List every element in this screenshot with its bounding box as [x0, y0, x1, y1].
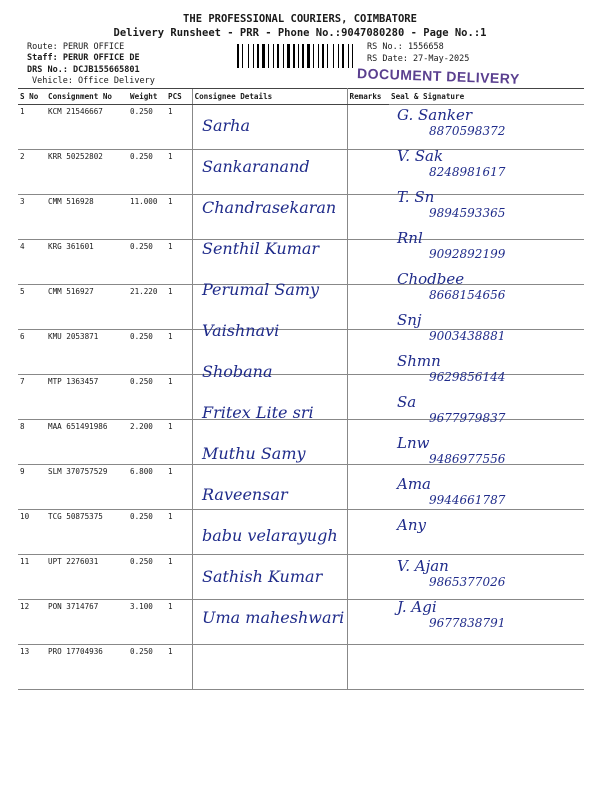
- sno-cell: 5: [18, 285, 46, 330]
- col-consignment: Consignment No: [46, 89, 128, 105]
- rs-number: RS No.: 1556658: [367, 42, 444, 52]
- phone-handwritten: 8870598372: [429, 124, 506, 138]
- weight-cell: 0.250: [128, 150, 166, 195]
- pcs-cell: 1: [166, 330, 192, 375]
- weight-cell: 2.200: [128, 420, 166, 465]
- sno-cell: 4: [18, 240, 46, 285]
- consignment-cell: MTP 1363457: [46, 375, 128, 420]
- consignment-cell: KCM 21546667: [46, 105, 128, 150]
- consignee-name-handwritten: Perumal Samy: [202, 280, 320, 299]
- weight-cell: 0.250: [128, 105, 166, 150]
- weight-cell: 0.250: [128, 555, 166, 600]
- consignee-name-handwritten: Sankaranand: [202, 157, 310, 176]
- phone-handwritten: 9486977556: [429, 452, 506, 466]
- phone-handwritten: 9629856144: [429, 370, 506, 384]
- phone-handwritten: 9092892199: [429, 247, 506, 261]
- consignee-name-handwritten: Shobana: [202, 362, 273, 381]
- col-remarks: Remarks: [347, 89, 389, 105]
- weight-cell: 0.250: [128, 510, 166, 555]
- vehicle-label: Vehicle: Office Delivery: [32, 76, 155, 86]
- phone-handwritten: 9677979837: [429, 411, 506, 425]
- pcs-cell: 1: [166, 420, 192, 465]
- pcs-cell: 1: [166, 465, 192, 510]
- remarks-cell: [347, 240, 389, 285]
- table-row: [18, 645, 584, 690]
- table-header-row: [18, 89, 584, 105]
- signature-handwritten: Ama: [397, 475, 431, 493]
- sno-cell: 9: [18, 465, 46, 510]
- consignee-name-handwritten: Sarha: [202, 116, 250, 135]
- signature-handwritten: V. Ajan: [397, 557, 449, 575]
- remarks-cell: [347, 600, 389, 645]
- signature-handwritten: Lnw: [397, 434, 430, 452]
- sno-cell: 12: [18, 600, 46, 645]
- weight-cell: 0.250: [128, 240, 166, 285]
- remarks-cell: [347, 510, 389, 555]
- signature-handwritten: Any: [397, 516, 426, 534]
- consignment-cell: KRG 361601: [46, 240, 128, 285]
- signature-handwritten: Sa: [397, 393, 417, 411]
- col-pcs: PCS: [166, 89, 192, 105]
- consignee-name-handwritten: Senthil Kumar: [202, 239, 320, 258]
- sno-cell: 7: [18, 375, 46, 420]
- weight-cell: 6.800: [128, 465, 166, 510]
- sno-cell: 13: [18, 645, 46, 690]
- remarks-cell: [347, 330, 389, 375]
- sno-cell: 8: [18, 420, 46, 465]
- sno-cell: 10: [18, 510, 46, 555]
- sno-cell: 2: [18, 150, 46, 195]
- rs-date: RS Date: 27-May-2025: [367, 54, 470, 64]
- staff-label: Staff: PERUR OFFICE DE: [27, 53, 140, 63]
- col-weight: Weight: [128, 89, 166, 105]
- consignment-cell: PON 3714767: [46, 600, 128, 645]
- consignee-name-handwritten: Vaishnavi: [202, 321, 280, 340]
- phone-handwritten: 9944661787: [429, 493, 506, 507]
- signature-handwritten: Rnl: [397, 229, 423, 247]
- pcs-cell: 1: [166, 240, 192, 285]
- consignment-cell: UPT 2276031: [46, 555, 128, 600]
- consignment-cell: PRO 17704936: [46, 645, 128, 690]
- sno-cell: 6: [18, 330, 46, 375]
- pcs-cell: 1: [166, 150, 192, 195]
- consignment-cell: MAA 651491986: [46, 420, 128, 465]
- phone-handwritten: 8668154656: [429, 288, 506, 302]
- consignee-name-handwritten: Uma maheshwari: [202, 608, 345, 627]
- barcode: [237, 44, 361, 68]
- signature-handwritten: G. Sanker: [397, 106, 472, 124]
- consignment-cell: SLM 370757529: [46, 465, 128, 510]
- consignee-name-handwritten: Muthu Samy: [202, 444, 306, 463]
- drs-label: DRS No.: DCJB155665801: [27, 65, 140, 75]
- phone-handwritten: 8248981617: [429, 165, 506, 179]
- consignment-cell: TCG 50875375: [46, 510, 128, 555]
- pcs-cell: 1: [166, 375, 192, 420]
- signature-handwritten: Chodbee: [397, 270, 465, 288]
- pcs-cell: 1: [166, 510, 192, 555]
- consignment-cell: CMM 516927: [46, 285, 128, 330]
- weight-cell: 11.000: [128, 195, 166, 240]
- signature-handwritten: Snj: [397, 311, 422, 329]
- remarks-cell: [347, 195, 389, 240]
- weight-cell: 21.220: [128, 285, 166, 330]
- consignee-name-handwritten: babu velarayugh: [202, 526, 338, 545]
- col-signature: Seal & Signature: [389, 89, 584, 105]
- sno-cell: 11: [18, 555, 46, 600]
- sno-cell: 3: [18, 195, 46, 240]
- weight-cell: 3.100: [128, 600, 166, 645]
- pcs-cell: 1: [166, 645, 192, 690]
- remarks-cell: [347, 645, 389, 690]
- phone-handwritten: 9865377026: [429, 575, 506, 589]
- pcs-cell: 1: [166, 555, 192, 600]
- pcs-cell: 1: [166, 105, 192, 150]
- col-consignee: Consignee Details: [192, 89, 347, 105]
- signature-handwritten: T. Sn: [397, 188, 435, 206]
- remarks-cell: [347, 555, 389, 600]
- remarks-cell: [347, 105, 389, 150]
- consignee-name-handwritten: Fritex Lite sri: [202, 403, 314, 422]
- pcs-cell: 1: [166, 600, 192, 645]
- consignee-cell: [192, 645, 347, 690]
- signature-handwritten: J. Agi: [397, 598, 437, 616]
- col-sno: S No: [18, 89, 46, 105]
- consignment-cell: KMU 2053871: [46, 330, 128, 375]
- phone-handwritten: 9677838791: [429, 616, 506, 630]
- phone-handwritten: 9894593365: [429, 206, 506, 220]
- weight-cell: 0.250: [128, 330, 166, 375]
- sno-cell: 1: [18, 105, 46, 150]
- remarks-cell: [347, 420, 389, 465]
- phone-handwritten: 9003438881: [429, 329, 506, 343]
- signature-handwritten: V. Sak: [397, 147, 444, 165]
- company-title: THE PROFESSIONAL COURIERS, COIMBATORE: [183, 13, 417, 25]
- remarks-cell: [347, 375, 389, 420]
- runsheet-title: Delivery Runsheet - PRR - Phone No.:9047080280 - Page No.:1: [113, 27, 487, 39]
- pcs-cell: 1: [166, 285, 192, 330]
- document-delivery-stamp: DOCUMENT DELIVERY: [356, 65, 521, 87]
- consignment-cell: CMM 516928: [46, 195, 128, 240]
- consignment-cell: KRR 50252802: [46, 150, 128, 195]
- weight-cell: 0.250: [128, 645, 166, 690]
- signature-handwritten: Shmn: [397, 352, 441, 370]
- signature-cell: [389, 645, 584, 690]
- route-label: Route: PERUR OFFICE: [27, 42, 125, 52]
- remarks-cell: [347, 285, 389, 330]
- weight-cell: 0.250: [128, 375, 166, 420]
- consignee-name-handwritten: Raveensar: [202, 485, 288, 504]
- remarks-cell: [347, 150, 389, 195]
- pcs-cell: 1: [166, 195, 192, 240]
- consignee-name-handwritten: Sathish Kumar: [202, 567, 323, 586]
- remarks-cell: [347, 465, 389, 510]
- consignee-name-handwritten: Chandrasekaran: [202, 198, 337, 217]
